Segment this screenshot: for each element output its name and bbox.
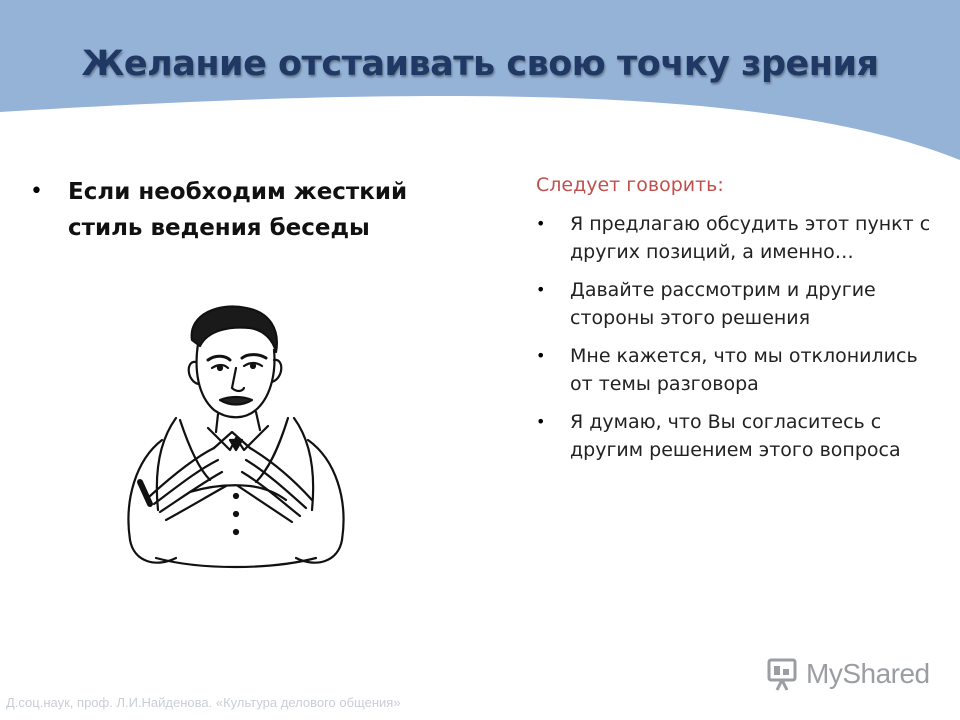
- list-item: [536, 276, 946, 332]
- list-item-text: Давайте рассмотрим и другие стороны этого решения: [570, 279, 876, 329]
- list-item-text: Я предлагаю обсудить этот пункт с других позиций, а именно…: [570, 213, 931, 263]
- logo-text: MyShared: [806, 658, 930, 689]
- list-item-text: Я думаю, что Вы согласитесь с другим решением этого вопроса: [570, 411, 901, 461]
- bullet-icon: •: [536, 214, 546, 233]
- bullet-icon: •: [536, 412, 546, 431]
- left-column: [28, 174, 408, 246]
- list-item: [536, 342, 946, 398]
- slide-title: Желание отстаивать свою точку зрения: [81, 44, 879, 84]
- left-bullet-text: Если необходим жесткий стиль ведения беседы: [68, 179, 408, 241]
- right-column: [536, 170, 946, 474]
- footer-credit: Д.соц.наук, проф. Л.И.Найденова. «Культура делового общения»: [6, 695, 401, 710]
- bullet-icon: •: [30, 179, 43, 204]
- presentation-board-icon: [766, 656, 802, 692]
- right-heading: Следует говорить:: [536, 174, 724, 196]
- list-item-text: Мне кажется, что мы отклонились от темы разговора: [570, 345, 918, 395]
- myshared-logo[interactable]: [766, 654, 930, 694]
- left-bullet-item: [28, 174, 408, 246]
- list-item: [536, 210, 946, 266]
- man-hands-steeple-illustration: [80, 300, 380, 580]
- bullet-icon: •: [536, 280, 546, 299]
- bullet-icon: •: [536, 346, 546, 365]
- list-item: [536, 408, 946, 464]
